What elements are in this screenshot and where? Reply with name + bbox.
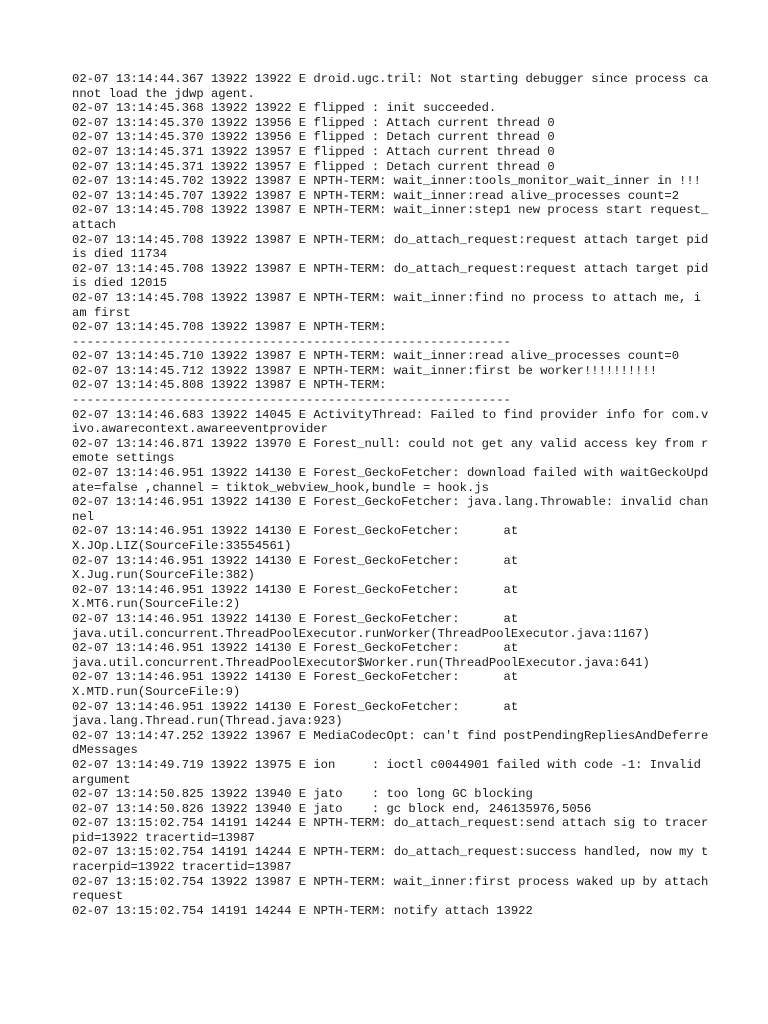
log-line: 02-07 13:14:45.808 13922 13987 E NPTH-TERM: xyxy=(72,378,387,393)
log-line: X.JOp.LIZ(SourceFile:33554561) xyxy=(72,539,292,553)
log-line: 02-07 13:14:45.708 13922 13987 E NPTH-TERM: wait_inner:step1 new process start request_attach xyxy=(72,203,709,232)
log-line: 02-07 13:14:45.371 13922 13957 E flipped : Detach current thread 0 xyxy=(72,159,555,174)
log-line: 02-07 13:14:45.708 13922 13987 E NPTH-TERM: xyxy=(72,320,387,335)
log-line: ------------------------------------------------------------ xyxy=(72,393,511,408)
log-line: 02-07 13:14:46.951 13922 14130 E Forest_GeckoFetcher: download failed with waitGeckoUpdate=false ,channel = tiktok_webview_hook,bundle = hook.js xyxy=(72,466,709,495)
log-line: 02-07 13:14:45.368 13922 13922 E flipped : init succeeded. xyxy=(72,101,497,116)
log-line: X.Jug.run(SourceFile:382) xyxy=(72,568,255,583)
log-line: java.util.concurrent.ThreadPoolExecutor.runWorker(ThreadPoolExecutor.java:1167) xyxy=(72,626,650,641)
log-line: 02-07 13:14:45.708 13922 13987 E NPTH-TERM: wait_inner:find no process to attach me, i am first xyxy=(72,290,709,320)
log-line: 02-07 13:14:45.708 13922 13987 E NPTH-TERM: do_attach_request:request attach target pid is died 12015 xyxy=(72,261,716,291)
log-line: 02-07 13:14:46.951 13922 14130 E Forest_GeckoFetcher: at xyxy=(72,524,519,539)
log-line: 02-07 13:14:46.871 13922 13970 E Forest_null: could not get any valid access key from remote settings xyxy=(72,436,709,466)
log-line: 02-07 13:15:02.754 14191 14244 E NPTH-TERM: notify attach 13922 xyxy=(72,903,533,918)
log-line: 02-07 13:14:46.683 13922 14045 E ActivityThread: Failed to find provider info for com.vivo.awarecontext.awareeventprovider xyxy=(72,407,709,437)
log-line: 02-07 13:14:50.825 13922 13940 E jato : too long GC blocking xyxy=(72,787,533,802)
log-line: 02-07 13:14:47.252 13922 13967 E MediaCodecOpt: can't find postPendingRepliesAndDeferredMessages xyxy=(72,728,709,758)
log-line: 02-07 13:14:45.707 13922 13987 E NPTH-TERM: wait_inner:read alive_processes count=2 xyxy=(72,188,680,203)
log-line: 02-07 13:14:45.371 13922 13957 E flipped : Attach current thread 0 xyxy=(72,144,555,159)
log-line: 02-07 13:14:46.951 13922 14130 E Forest_GeckoFetcher: at xyxy=(72,582,519,597)
log-line: 02-07 13:14:46.951 13922 14130 E Forest_GeckoFetcher: at xyxy=(72,699,519,714)
log-line: X.MTD.run(SourceFile:9) xyxy=(72,684,241,699)
log-line: 02-07 13:14:45.712 13922 13987 E NPTH-TERM: wait_inner:first be worker!!!!!!!!!! xyxy=(72,363,658,378)
log-line: java.util.concurrent.ThreadPoolExecutor$Worker.run(ThreadPoolExecutor.java:641) xyxy=(72,655,650,670)
log-line: ------------------------------------------------------------ xyxy=(72,334,511,349)
log-line: 02-07 13:14:46.951 13922 14130 E Forest_GeckoFetcher: at xyxy=(72,611,519,626)
log-line: 02-07 13:14:50.826 13922 13940 E jato : gc block end, 246135976,5056 xyxy=(72,801,592,816)
log-line: 02-07 13:15:02.754 13922 13987 E NPTH-TERM: wait_inner:first process waked up by attach request xyxy=(72,874,716,904)
log-line: 02-07 13:14:44.367 13922 13922 E droid.ugc.tril: Not starting debugger since process cannot load the jdwp agent. xyxy=(72,72,709,101)
log-line: 02-07 13:14:49.719 13922 13975 E ion : ioctl c0044901 failed with code -1: Invalid argument xyxy=(72,757,709,787)
log-line: 02-07 13:14:45.710 13922 13987 E NPTH-TERM: wait_inner:read alive_processes count=0 xyxy=(72,349,680,364)
log-line: 02-07 13:14:46.951 13922 14130 E Forest_GeckoFetcher: at xyxy=(72,670,519,685)
log-line: 02-07 13:14:45.370 13922 13956 E flipped : Detach current thread 0 xyxy=(72,130,555,145)
log-line: 02-07 13:14:46.951 13922 14130 E Forest_GeckoFetcher: at xyxy=(72,553,519,568)
log-line: 02-07 13:14:46.951 13922 14130 E Forest_GeckoFetcher: at xyxy=(72,641,519,656)
log-line: X.MT6.run(SourceFile:2) xyxy=(72,597,241,612)
log-line: 02-07 13:14:45.708 13922 13987 E NPTH-TERM: do_attach_request:request attach target pid is died 11734 xyxy=(72,232,716,262)
log-line: 02-07 13:14:45.702 13922 13987 E NPTH-TERM: wait_inner:tools_monitor_wait_inner in !!! xyxy=(72,174,701,189)
log-line: 02-07 13:15:02.754 14191 14244 E NPTH-TERM: do_attach_request:send attach sig to tracerpid=13922 tracertid=13987 xyxy=(72,816,709,845)
log-line: java.lang.Thread.run(Thread.java:923) xyxy=(72,714,343,729)
log-line: 02-07 13:15:02.754 14191 14244 E NPTH-TERM: do_attach_request:success handled, now my tracerpid=13922 tracertid=13987 xyxy=(72,845,709,875)
log-line: 02-07 13:14:46.951 13922 14130 E Forest_GeckoFetcher: java.lang.Throwable: invalid channel xyxy=(72,495,709,524)
log-line: 02-07 13:14:45.370 13922 13956 E flipped : Attach current thread 0 xyxy=(72,115,555,130)
log-text-block xyxy=(72,72,716,918)
